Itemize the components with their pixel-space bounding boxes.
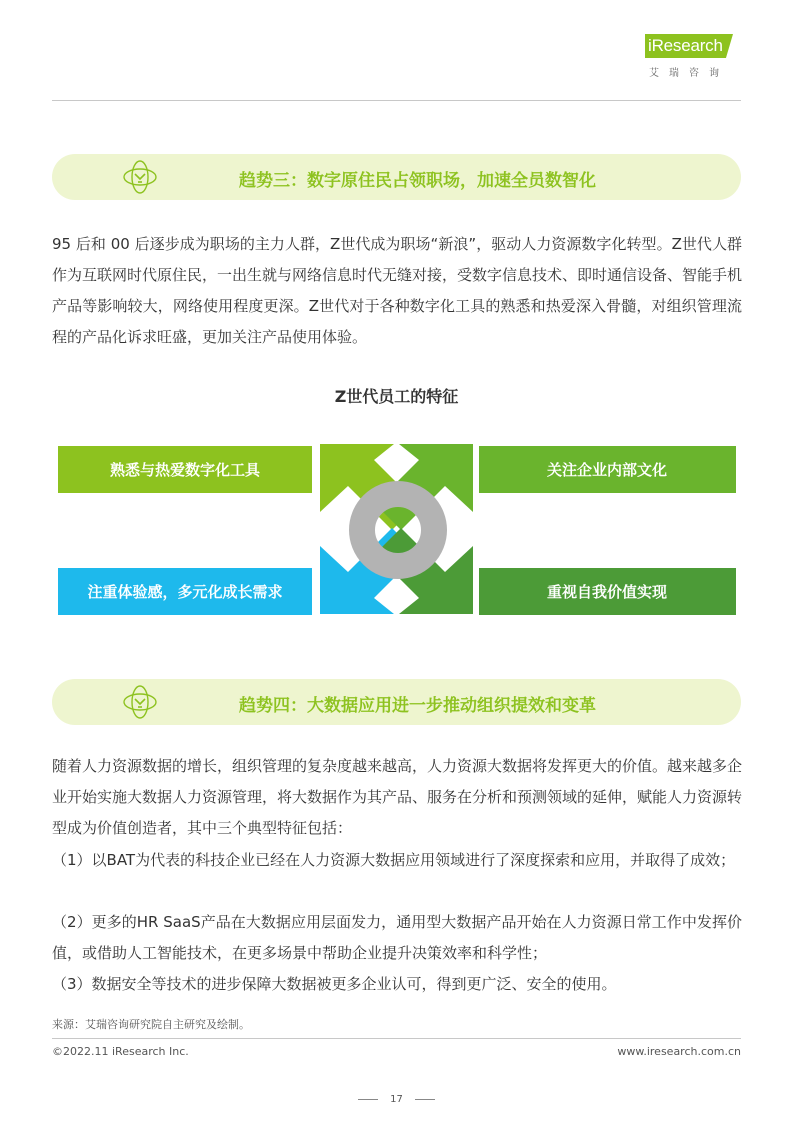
section3-banner xyxy=(52,154,741,200)
section3-title: 趋势三：数字原住民占领职场，加速全员数智化 xyxy=(239,171,596,191)
z-generation-diagram xyxy=(52,440,741,618)
box-top-right-label: 关注企业内部文化 xyxy=(546,461,668,479)
website-link[interactable]: www.iresearch.com.cn xyxy=(617,1045,741,1058)
box-bottom-right-label: 重视自我价值实现 xyxy=(546,583,668,601)
center-ring xyxy=(362,494,434,566)
header-divider xyxy=(52,100,741,101)
page-dash-right xyxy=(415,1099,435,1100)
page-number-value: 17 xyxy=(390,1094,403,1105)
section4-point3: （3）数据安全等技术的进步保障大数据被更多企业认可，得到更广泛、安全的使用。 xyxy=(52,975,617,993)
page-number xyxy=(0,1094,793,1105)
logo-subtitle: 艾瑞咨询 xyxy=(649,68,729,79)
page-dash-left xyxy=(358,1099,378,1100)
iresearch-logo xyxy=(645,34,741,80)
section3-body: 95 后和 00 后逐步成为职场的主力人群，Z世代成为职场“新浪”，驱动人力资源数字化转型。Z世代人群作为互联网时代原住民，一出生就与网络信息时代无缝对接，受数字信息技术、即时通信设备、智能手机产品等影响较大，网络使用程度更深。Z世代对于各种数字化工具的熟悉和热爱深入骨髓，对组织管理流程的产品化诉求旺盛，更加关注产品使用体验。 xyxy=(52,235,743,346)
section4-point1: （1）以BAT为代表的科技企业已经在人力资源大数据应用领域进行了深度探索和应用，并取得了成效； xyxy=(52,851,736,869)
box-top-left-label: 熟悉与热爱数字化工具 xyxy=(109,461,261,479)
section4-banner xyxy=(52,679,741,725)
copyright: ©2022.11 iResearch Inc. xyxy=(52,1045,189,1058)
box-bottom-left-label: 注重体验感，多元化成长需求 xyxy=(87,583,283,601)
section4-point2: （2）更多的HR SaaS产品在大数据应用层面发力，通用型大数据产品开始在人力资源日常工作中发挥价值，或借助人工智能技术，在更多场景中帮助企业提升决策效率和科学性； xyxy=(52,913,742,962)
section4-title: 趋势四：大数据应用进一步推动组织提效和变革 xyxy=(239,696,596,716)
source-note: 来源：艾瑞咨询研究院自主研究及绘制。 xyxy=(52,1018,250,1031)
footer-divider xyxy=(52,1038,741,1039)
diagram-title: Z世代员工的特征 xyxy=(334,387,459,406)
section4-intro: 随着人力资源数据的增长，组织管理的复杂度越来越高，人力资源大数据将发挥更大的价值。越来越多企业开始实施大数据人力资源管理，将大数据作为其产品、服务在分析和预测领域的延伸，赋能人力资源转型成为价值创造者，其中三个典型特征包括： xyxy=(52,757,743,837)
logo-text: iResearch xyxy=(648,36,723,55)
